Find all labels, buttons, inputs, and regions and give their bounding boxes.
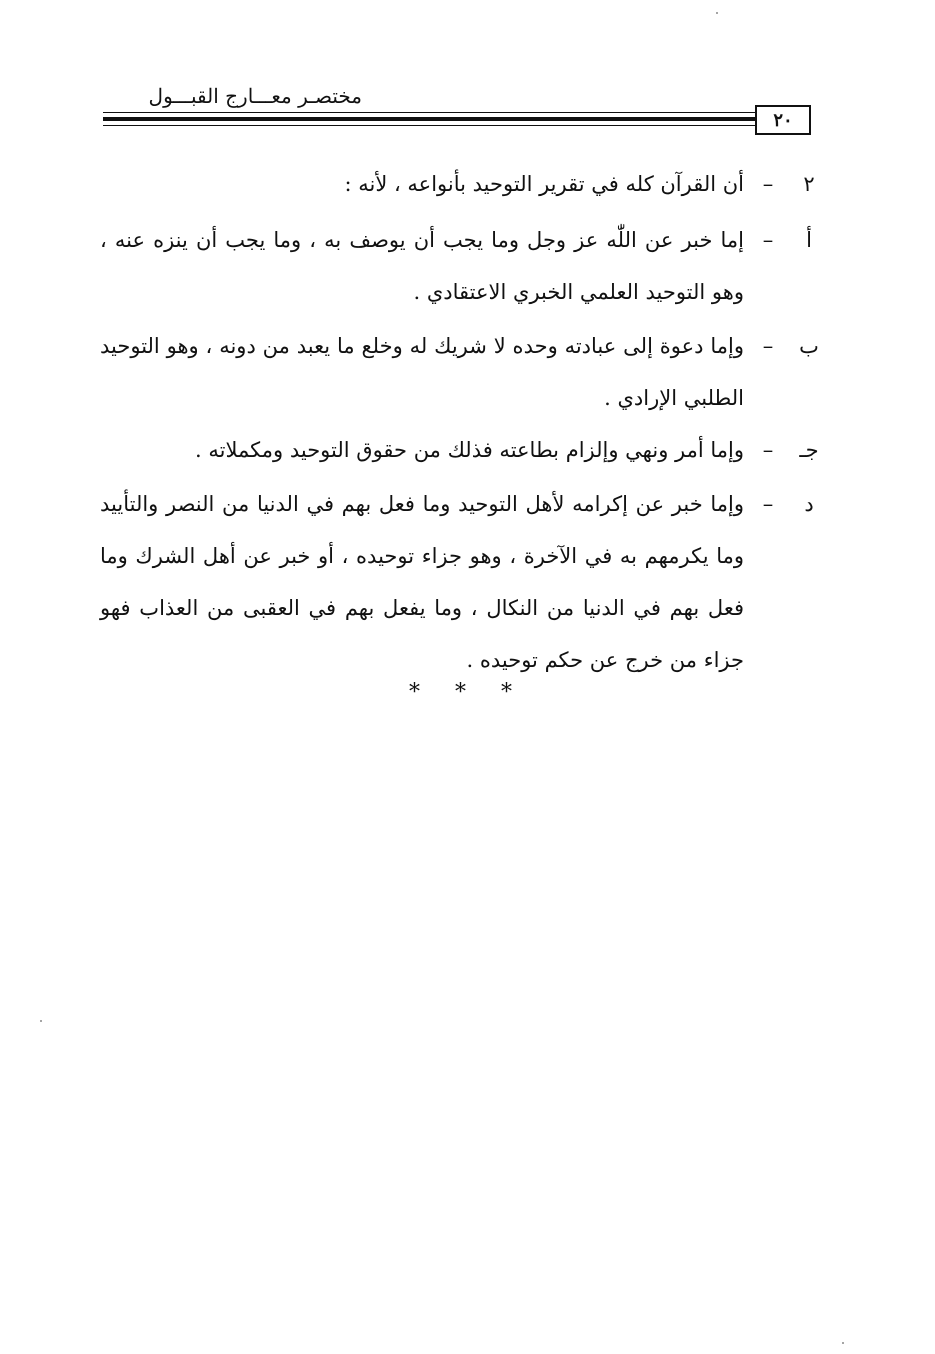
- running-title: مختصـر معـــارج القبـــول: [148, 84, 362, 108]
- item-dash: –: [762, 228, 774, 252]
- item-text: وإما أمر ونهي وإلزام بطاعته فذلك من حقوق التوحيد ومكملاته .: [195, 438, 744, 462]
- page-number-text: ٢٠: [773, 109, 793, 131]
- item-text: أن القرآن كله في تقرير التوحيد بأنواعه ، لأنه :: [344, 172, 744, 196]
- scan-speck: [716, 12, 718, 14]
- item-dash: –: [762, 334, 774, 358]
- item-marker: ب: [799, 334, 819, 358]
- scan-speck: [40, 1020, 42, 1022]
- scan-speck: [842, 1342, 844, 1344]
- section-separator: * * *: [409, 680, 526, 705]
- item-marker: جـ: [799, 438, 819, 462]
- page-number: [755, 105, 811, 135]
- header-rule-thin-top: [103, 112, 755, 113]
- item-dash: –: [762, 492, 774, 516]
- item-dash: –: [762, 438, 774, 462]
- item-marker: د: [804, 492, 814, 516]
- item-dash: –: [762, 172, 774, 196]
- header-rule-thick: [103, 117, 755, 121]
- item-text: وإما دعوة إلى عبادته وحده لا شريك له وخلع ما يعبد من دونه ، وهو التوحيد الطلبي الإرادي .: [100, 334, 744, 410]
- header-rule-thin-bottom: [103, 125, 755, 126]
- item-marker: أ: [806, 228, 812, 252]
- item-text: إما خبر عن اللّٰه عز وجل وما يجب أن يوصف به ، وما يجب أن ينزه عنه ، وهو التوحيد العلمي الخبري الاعتقادي .: [100, 228, 744, 304]
- item-marker: ٢: [803, 172, 815, 196]
- item-text: وإما خبر عن إكرامه لأهل التوحيد وما فعل بهم في الدنيا من النصر والتأييد وما يكرمهم به في الآخرة ، وهو جزاء توحيده ، أو خبر عن أهل الشرك وما فعل بهم في الدنيا من النكال ، وما يفعل بهم في العقبى من العذاب فهو جزاء من خرج عن حكم توحيده .: [100, 492, 744, 672]
